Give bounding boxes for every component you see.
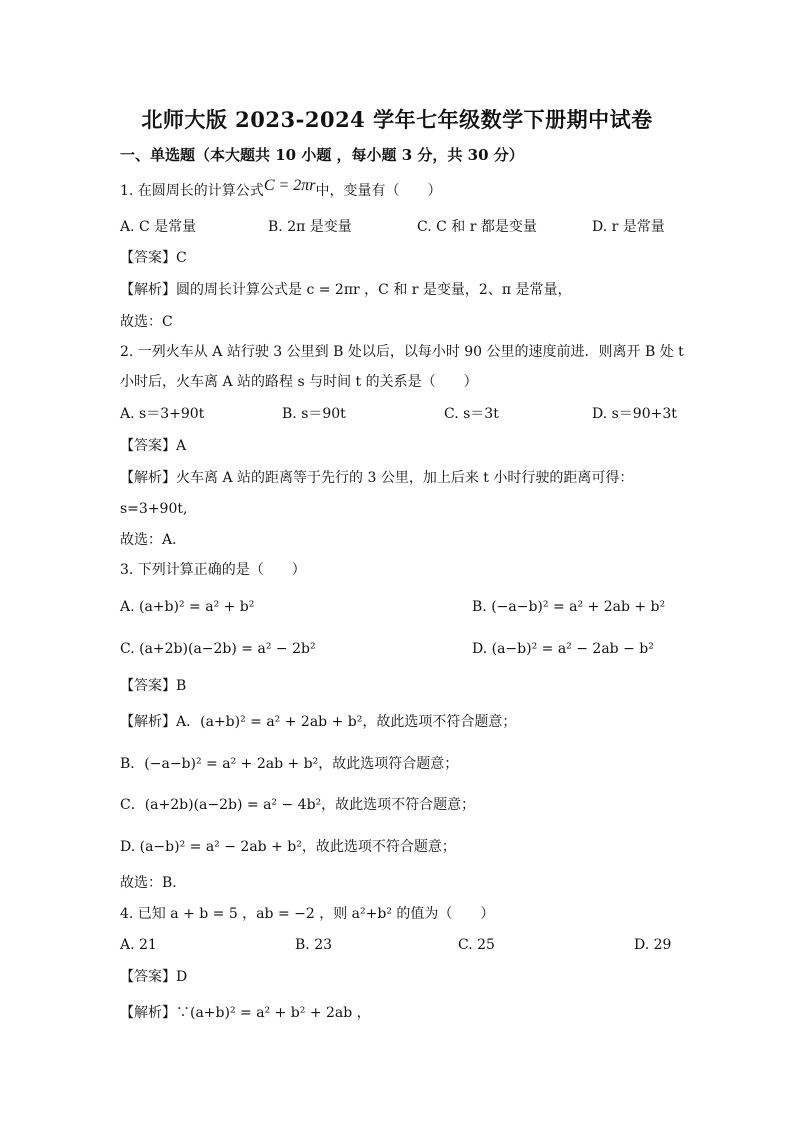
question-2-stem-line-2: 小时后，火车离 A 站的路程 s 与时间 t 的关系是（ ）: [120, 374, 478, 390]
question-2-conclusion: 故选：A．: [120, 532, 187, 548]
question-1-analysis: 【解析】圆的周长计算公式是 c = 2πr ，C 和 r 是变量，2、π 是常量，: [120, 282, 572, 298]
question-1-answer: 【答案】C: [120, 250, 187, 266]
question-1-option-c: C. C 和 r 都是变量: [417, 219, 537, 235]
question-3-conclusion: 故选：B．: [120, 875, 187, 891]
question-4-option-c: C. 25: [458, 937, 495, 953]
question-4-option-d: D. 29: [634, 937, 672, 953]
question-3-analysis-4: D. (a−b)² = a² − 2ab + b²，故此选项不符合题意；: [120, 839, 456, 855]
question-1-stem: 1. 在圆周长的计算公式: [120, 183, 264, 199]
question-2-analysis-2: s=3+90t,: [120, 501, 188, 517]
question-1-conclusion: 故选：C: [120, 314, 173, 330]
question-1-option-d: D. r 是常量: [592, 219, 665, 235]
question-3-analysis-2: B．(−a−b)² = a² + 2ab + b²，故此选项符合题意；: [120, 756, 459, 772]
question-2-option-c: C. s＝3t: [444, 406, 499, 422]
question-2-option-a: A. s＝3+90t: [120, 406, 205, 422]
question-1-option-a: A. C 是常量: [120, 219, 197, 235]
question-4-stem: 4. 已知 a + b = 5 ，ab = −2 ，则 a²+b² 的值为（ ）: [120, 906, 495, 922]
question-1-formula: C = 2πr: [263, 177, 316, 194]
question-1-option-b: B. 2π 是变量: [268, 219, 352, 235]
question-4-option-b: B. 23: [295, 937, 333, 953]
page-title: 北师大版 2023-2024 学年七年级数学下册期中试卷: [141, 107, 653, 132]
question-3-analysis-1: 【解析】A．(a+b)² = a² + 2ab + b²，故此选项不符合题意；: [120, 714, 517, 730]
question-3-answer: 【答案】B: [120, 678, 187, 694]
question-3-analysis-3: C．(a+2b)(a−2b) = a² − 4b²，故此选项不符合题意；: [120, 797, 476, 813]
question-4-option-a: A. 21: [120, 937, 157, 953]
question-4-analysis: 【解析】∵(a+b)² = a² + b² + 2ab ，: [120, 1005, 371, 1021]
question-3-option-d: D. (a−b)² = a² − 2ab − b²: [472, 641, 654, 657]
section-heading: 一、单选题（本大题共 10 小题 ，每小题 3 分，共 30 分）: [120, 146, 524, 164]
question-3-option-a: A. (a+b)² = a² + b²: [120, 599, 255, 615]
question-2-answer: 【答案】A: [120, 438, 187, 454]
question-1: [120, 177, 684, 200]
question-3-option-b: B. (−a−b)² = a² + 2ab + b²: [472, 599, 666, 615]
question-4-answer: 【答案】D: [120, 969, 188, 985]
question-1-stem-end: 中，变量有（ ）: [315, 183, 442, 199]
question-2-option-d: D. s＝90+3t: [592, 406, 677, 422]
question-3-stem: 3. 下列计算正确的是（ ）: [120, 562, 306, 578]
question-2-analysis-1: 【解析】火车离 A 站的距离等于先行的 3 公里，加上后来 t 小时行驶的距离可得：: [120, 470, 634, 486]
question-3-option-c: C. (a+2b)(a−2b) = a² − 2b²: [120, 641, 316, 657]
question-2-option-b: B. s＝90t: [282, 406, 346, 422]
question-2-stem-line-1: 2. 一列火车从 A 站行驶 3 公里到 B 处以后，以每小时 90 公里的速度前进．则离开 B 处 t: [120, 344, 684, 360]
